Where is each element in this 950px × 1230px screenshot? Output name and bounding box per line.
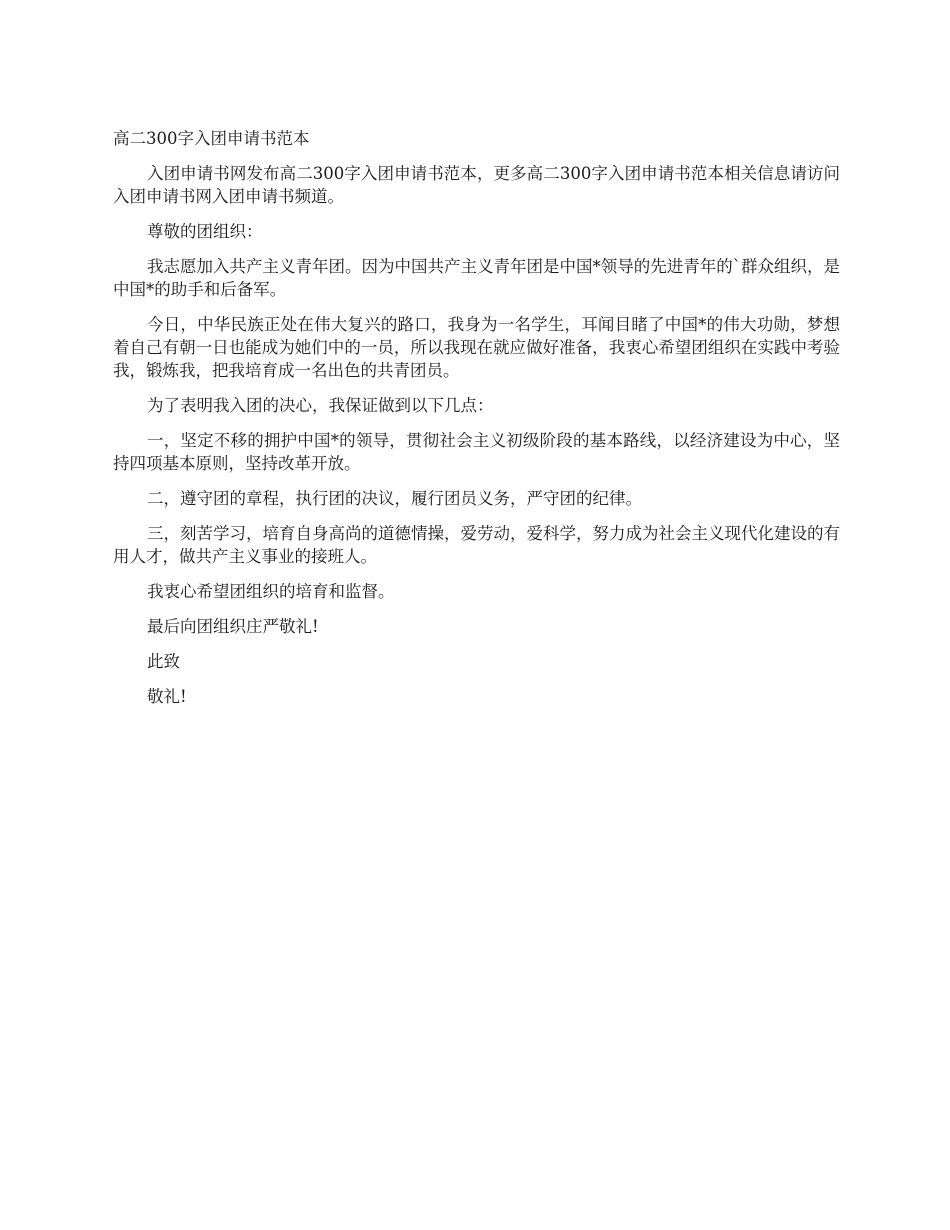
- paragraph-intro: 入团申请书网发布高二300字入团申请书范本，更多高二300字入团申请书范本相关信息请访问入团申请书网入团申请书频道。: [113, 164, 840, 206]
- document-title: 高二300字入团申请书范本: [113, 129, 310, 148]
- paragraph-pledge-intro: 为了表明我入团的决心，我保证做到以下几点：: [147, 396, 494, 415]
- paragraph-hope: 我衷心希望团组织的培育和监督。: [147, 582, 395, 601]
- paragraph-regards: 敬礼!: [147, 687, 187, 706]
- document-body: [113, 127, 840, 720]
- paragraph-pledge-three: 三，刻苦学习，培育自身高尚的道德情操，爱劳动，爱科学，努力成为社会主义现代化建设的有用人才，做共产主义事业的接班人。: [113, 524, 840, 566]
- paragraph-pledge-two: 二，遵守团的章程，执行团的决议，履行团员义务，严守团的纪律。: [147, 489, 642, 508]
- paragraph-salute: 最后向团组织庄严敬礼!: [147, 617, 319, 636]
- paragraph-application: 我志愿加入共产主义青年团。因为中国共产主义青年团是中国*领导的先进青年的`群众组织，是中国*的助手和后备军。: [113, 257, 840, 299]
- paragraph-pledge-one: 一，坚定不移的拥护中国*的领导，贯彻社会主义初级阶段的基本路线，以经济建设为中心，坚持四项基本原则，坚持改革开放。: [113, 431, 840, 473]
- paragraph-closing: 此致: [147, 652, 180, 671]
- paragraph-salutation: 尊敬的团组织：: [147, 222, 263, 241]
- paragraph-motivation: 今日，中华民族正处在伟大复兴的路口，我身为一名学生，耳闻目睹了中国*的伟大功勋，梦想着自己有朝一日也能成为她们中的一员，所以我现在就应做好准备，我衷心希望团组织在实践中考验我，锻炼我，把我培育成一名出色的共青团员。: [113, 315, 840, 380]
